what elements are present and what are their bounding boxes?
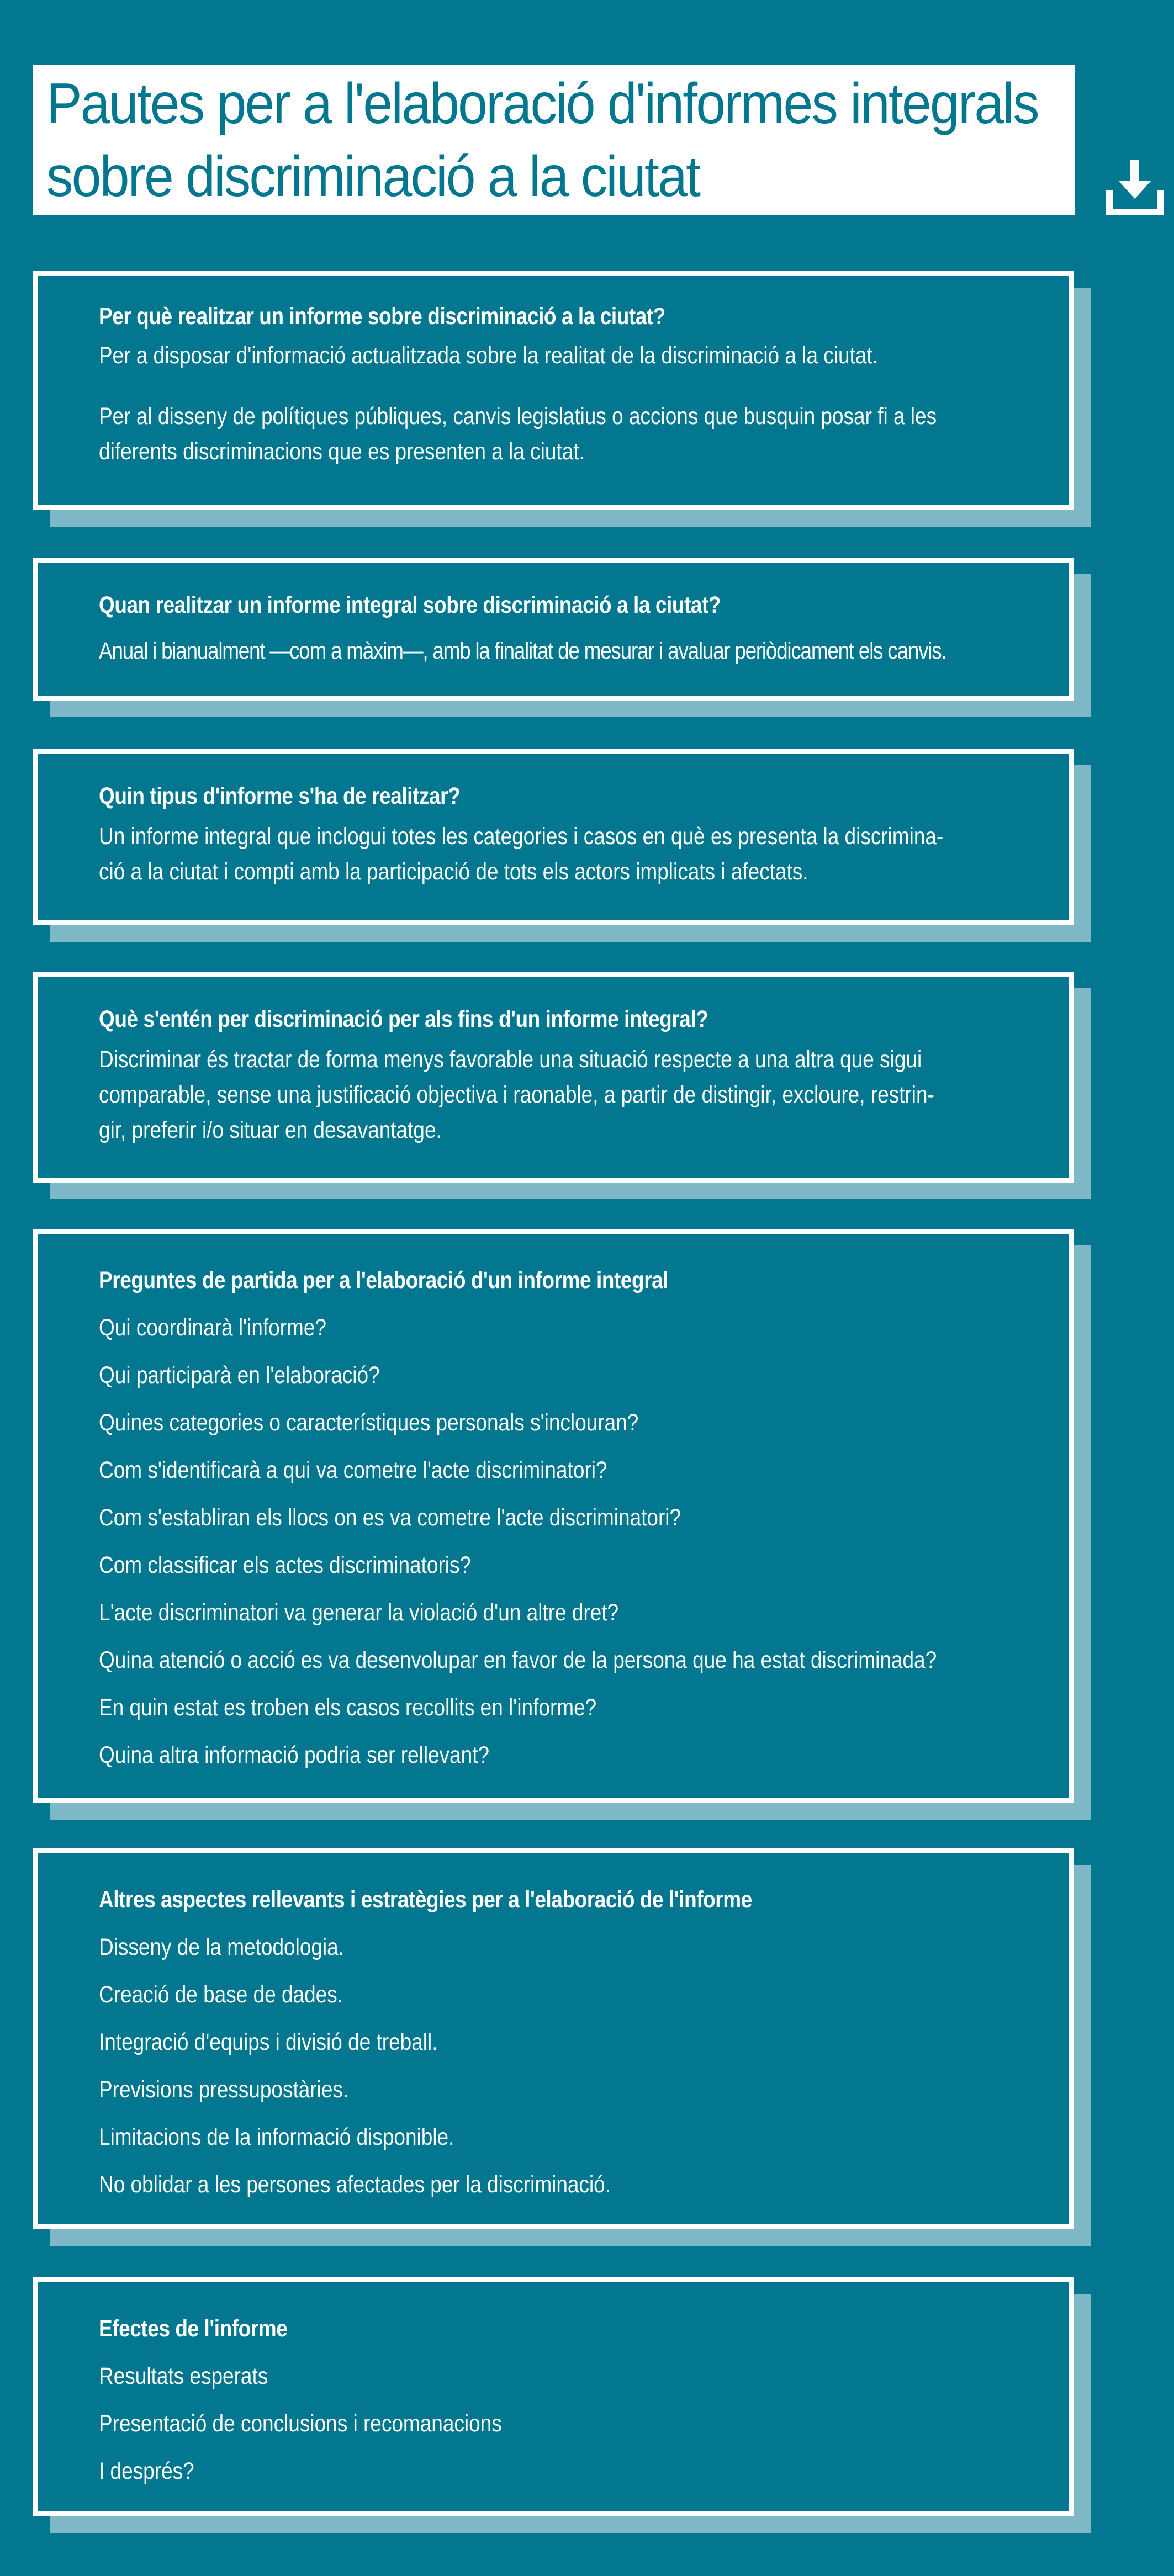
list-item: Quines categories o característiques personals s'inclouran? (99, 1409, 639, 1436)
section-when (33, 558, 1074, 701)
section-text: comparable, sense una justificació objectiva i raonable, a partir de distingir, excloure, restrin- (99, 1082, 934, 1108)
section-type (33, 749, 1074, 925)
section-other-aspects (33, 1848, 1074, 2229)
page-title (46, 67, 1038, 213)
list-item: No oblidar a les persones afectades per la discriminació. (99, 2171, 611, 2198)
section-why (33, 271, 1074, 510)
section-heading: Preguntes de partida per a l'elaboració d'un informe integral (99, 1267, 669, 1294)
section-text: Discriminar és tractar de forma menys favorable una situació respecte a una altra que sigui (99, 1046, 922, 1073)
section-heading: Quan realitzar un informe integral sobre discriminació a la ciutat? (99, 592, 721, 618)
section-text: ció a la ciutat i compti amb la participació de tots els actors implicats i afectats. (99, 858, 808, 885)
section-text: Un informe integral que inclogui totes les categories i casos en què es presenta la discrimina- (99, 823, 944, 850)
section-text: gir, preferir i/o situar en desavantatge. (99, 1117, 442, 1143)
list-item: Qui coordinarà l'informe? (99, 1314, 326, 1341)
list-item: Integració d'equips i divisió de treball. (99, 2029, 438, 2055)
list-item: En quin estat es troben els casos recollits en l'informe? (99, 1694, 597, 1721)
list-item: Creació de base de dades. (99, 1981, 343, 2008)
title-box (33, 65, 1075, 215)
list-item: Resultats esperats (99, 2363, 268, 2389)
section-heading: Altres aspectes rellevants i estratègies per a l'elaboració de l'informe (99, 1886, 752, 1913)
list-item: Com s'establiran els llocs on es va cometre l'acte discriminatori? (99, 1504, 681, 1531)
list-item: Qui participarà en l'elaboració? (99, 1362, 380, 1388)
download-icon (1106, 159, 1164, 216)
section-text: Anual i bianualment —com a màxim—, amb la finalitat de mesurar i avaluar periòdicament els canvis. (99, 638, 946, 664)
section-definition (33, 972, 1074, 1183)
list-item: Quina altra informació podria ser rellevant? (99, 1742, 490, 1768)
list-item: Previsions pressupostàries. (99, 2076, 349, 2103)
section-heading: Efectes de l'informe (99, 2315, 288, 2342)
list-item: Com classificar els actes discriminatoris? (99, 1552, 472, 1578)
list-item: I després? (99, 2458, 194, 2484)
section-starting-questions (33, 1229, 1074, 1803)
page-title-line1: Pautes per a l'elaboració d'informes integrals (46, 72, 1038, 136)
list-item: Presentació de conclusions i recomanacions (99, 2410, 502, 2437)
list-item: Disseny de la metodologia. (99, 1934, 345, 1960)
section-text: Per a disposar d'informació actualitzada sobre la realitat de la discriminació a la ciutat. (99, 342, 878, 369)
section-heading: Per què realitzar un informe sobre discriminació a la ciutat? (99, 303, 665, 330)
section-heading: Què s'entén per discriminació per als fins d'un informe integral? (99, 1006, 708, 1032)
page-title-line2: sobre discriminació a la ciutat (46, 145, 700, 209)
section-heading: Quin tipus d'informe s'ha de realitzar? (99, 783, 461, 809)
list-item: L'acte discriminatori va generar la violació d'un altre dret? (99, 1599, 619, 1626)
section-text: diferents discriminacions que es presenten a la ciutat. (99, 438, 585, 465)
download-button[interactable] (1106, 159, 1164, 216)
section-text: Per al disseny de polítiques públiques, canvis legislatius o accions que busquin posar fi a les (99, 403, 937, 430)
list-item: Limitacions de la informació disponible. (99, 2124, 454, 2150)
list-item: Quina atenció o acció es va desenvolupar en favor de la persona que ha estat discriminada? (99, 1647, 937, 1673)
list-item: Com s'identificarà a qui va cometre l'acte discriminatori? (99, 1457, 607, 1483)
section-effects (33, 2277, 1074, 2516)
